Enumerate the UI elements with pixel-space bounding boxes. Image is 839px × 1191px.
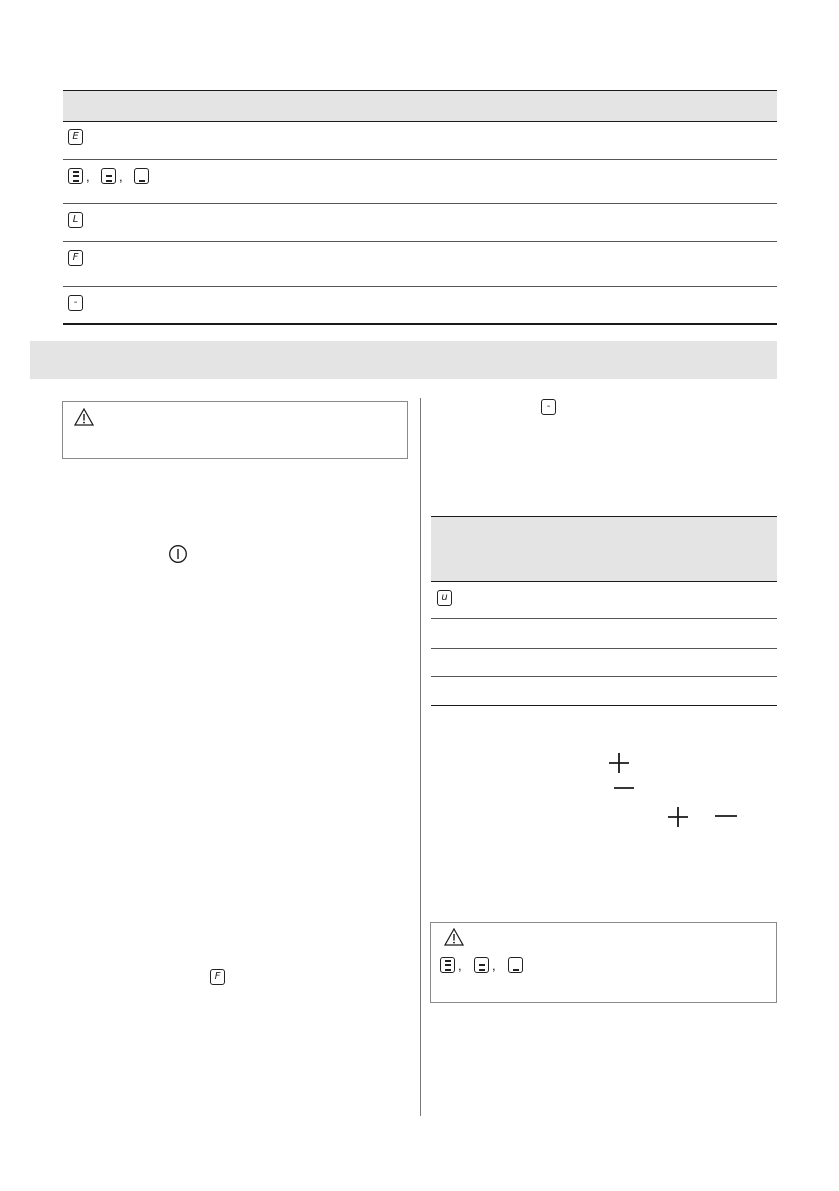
residual-heat-level-1-icon	[134, 168, 149, 184]
symbol-separator: ,	[119, 169, 123, 184]
warning-triangle-icon	[74, 408, 94, 426]
fault-f-symbol-icon: F	[210, 969, 225, 985]
dash-symbol-icon: -	[68, 295, 83, 311]
table-top-rule	[63, 90, 777, 91]
power-on-off-icon	[168, 544, 188, 564]
lock-l-symbol-icon: L	[68, 212, 83, 228]
minus-icon	[714, 808, 738, 820]
table-row-divider	[63, 203, 777, 204]
symbol-separator: ,	[86, 169, 90, 184]
right-table-header	[431, 516, 777, 581]
left-warning-box	[62, 401, 408, 459]
plus-icon	[608, 752, 630, 774]
error-e-symbol-icon: E	[68, 129, 83, 145]
table-row-divider	[63, 159, 777, 160]
section-heading-band	[30, 341, 777, 379]
fault-f-symbol-icon: F	[68, 250, 83, 266]
residual-heat-level-2-icon	[101, 168, 116, 184]
table-header-rule	[63, 121, 777, 122]
table-row-divider	[63, 241, 777, 242]
symbol-separator: ,	[492, 958, 496, 973]
residual-heat-level-3-icon	[68, 168, 83, 184]
table-row-divider	[431, 618, 777, 619]
table-bottom-rule	[63, 323, 777, 325]
column-divider	[420, 398, 421, 1116]
right-table-bottom-rule	[431, 705, 777, 706]
table-row-divider	[63, 286, 777, 287]
right-table-header-rule	[431, 581, 777, 582]
u-symbol-icon: u	[437, 590, 452, 606]
right-table-top-rule	[431, 516, 777, 517]
right-warning-box	[430, 922, 777, 1003]
symbol-separator: ,	[458, 958, 462, 973]
plus-icon	[667, 806, 689, 828]
residual-heat-level-1-icon	[508, 957, 523, 973]
table-row-divider	[431, 648, 777, 649]
symbol-table-header	[63, 90, 777, 121]
residual-heat-level-2-icon	[474, 957, 489, 973]
residual-heat-level-3-icon	[440, 957, 455, 973]
minus-icon	[613, 780, 635, 792]
dash-symbol-icon: -	[541, 399, 556, 415]
warning-triangle-icon	[444, 928, 464, 946]
table-row-divider	[431, 676, 777, 677]
